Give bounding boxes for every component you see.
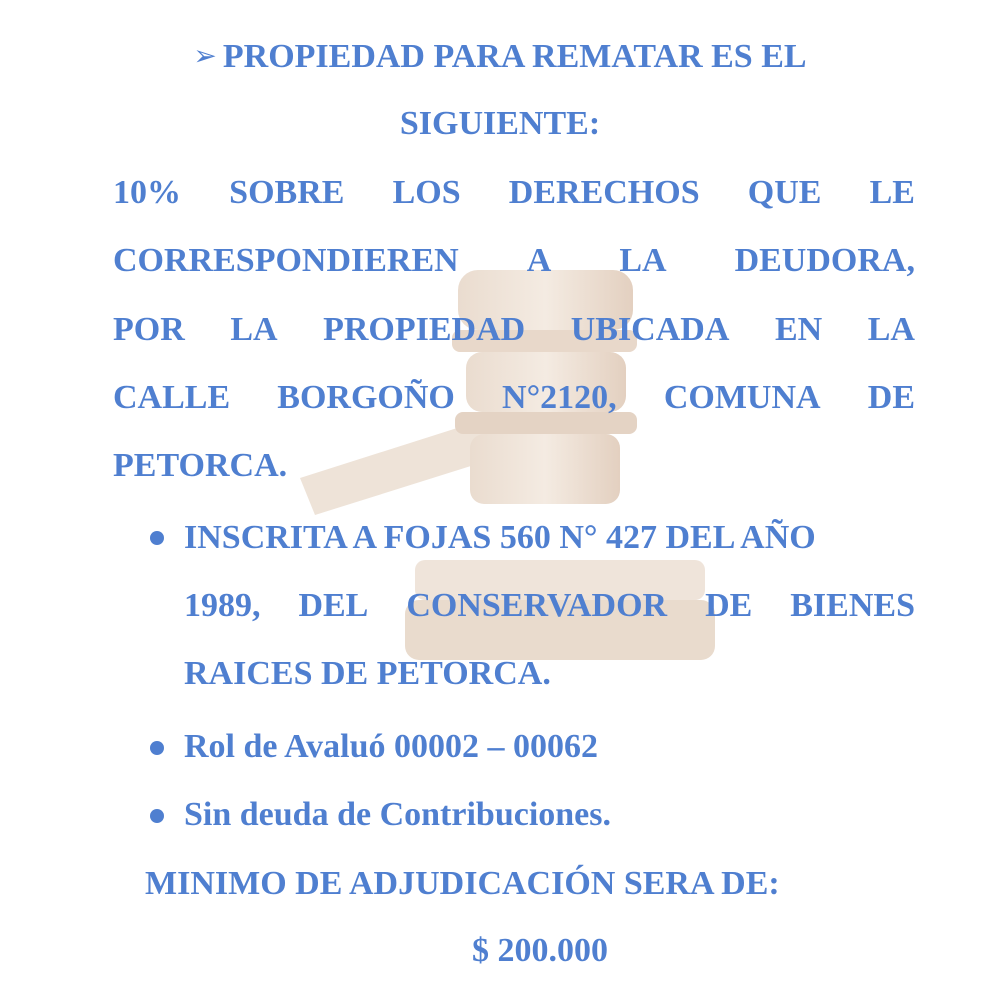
list-item-3: Sin deuda de Contribuciones. — [184, 796, 611, 833]
heading-text-1: PROPIEDAD PARA REMATAR ES EL — [222, 38, 807, 75]
word: DEUDORA, — [734, 242, 915, 279]
word: A — [526, 242, 552, 279]
description-line-4 — [113, 378, 915, 418]
bullet-dot-icon — [150, 531, 164, 545]
word: SOBRE — [229, 174, 345, 211]
list-item-1-line-3: RAICES DE PETORCA. — [184, 655, 551, 692]
description-line-2 — [113, 241, 915, 281]
word: BORGOÑO — [277, 379, 455, 416]
word: CORRESPONDIEREN — [113, 242, 459, 279]
word: LOS — [392, 174, 461, 211]
word: COMUNA — [663, 379, 821, 416]
word: LA — [230, 311, 278, 348]
bullet-dot-icon — [150, 741, 164, 755]
word: PROPIEDAD — [323, 311, 526, 348]
description-line-5: PETORCA. — [113, 447, 288, 484]
word: BIENES — [790, 587, 915, 624]
word: CONSERVADOR — [406, 587, 668, 624]
word: LE — [869, 174, 915, 211]
list-item-1-line-1 — [184, 518, 915, 558]
minimum-bid-amount: $ 200.000 — [472, 932, 608, 969]
heading-line-1 — [0, 36, 1000, 77]
word: DEL — [298, 587, 369, 624]
list-item-text: INSCRITA A FOJAS 560 N° 427 DEL AÑO — [184, 519, 816, 556]
word: 10% — [113, 174, 181, 211]
arrow-right-icon: ➢ — [193, 39, 217, 72]
word: UBICADA — [570, 311, 730, 348]
word: DE — [705, 587, 753, 624]
word: N°2120, — [502, 379, 617, 416]
word: QUE — [747, 174, 822, 211]
word: DERECHOS — [508, 174, 700, 211]
word: 1989, — [184, 587, 261, 624]
word: DE — [867, 379, 915, 416]
bullet-dot-icon — [150, 809, 164, 823]
word: POR — [113, 311, 185, 348]
word: LA — [619, 242, 667, 279]
list-item-2: Rol de Avaluó 00002 – 00062 — [184, 728, 599, 765]
word: CALLE — [113, 379, 231, 416]
word: LA — [867, 311, 915, 348]
list-item-1-line-2 — [184, 586, 915, 626]
description-line-1 — [113, 173, 915, 213]
word: EN — [774, 311, 823, 348]
heading-line-2: SIGUIENTE: — [399, 105, 601, 142]
minimum-bid-label: MINIMO DE ADJUDICACIÓN SERA DE: — [145, 865, 780, 902]
description-line-3 — [113, 310, 915, 350]
